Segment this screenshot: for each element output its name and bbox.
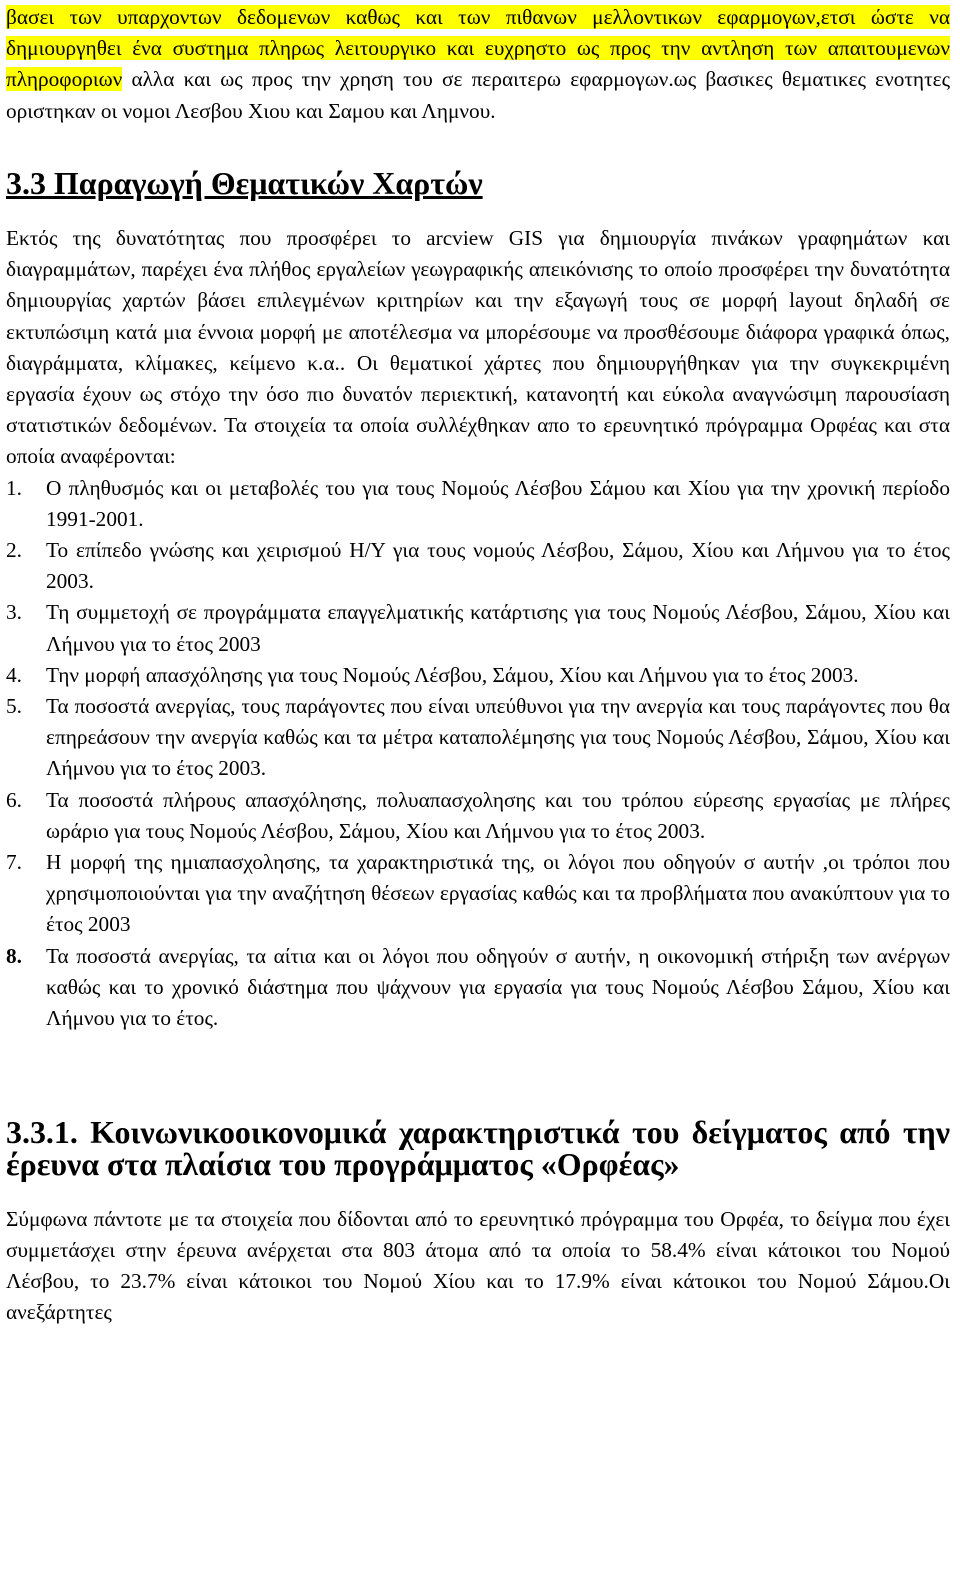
list-item-text: Ο πληθυσμός και οι μεταβολές του για τους Νομούς Λέσβου Σάμου και Χίου για την χρονική περίοδο 1991-2001. <box>46 475 950 531</box>
document-page <box>6 0 950 1588</box>
list-item <box>6 597 950 659</box>
list-item-number: 3. <box>6 600 22 625</box>
list-item <box>6 535 950 597</box>
list-item-number: 7. <box>6 850 22 875</box>
section-heading-3-3-text: 3.3 Παραγωγή Θεματικών Χαρτών <box>6 165 483 201</box>
intro-text: αλλα και ως προς την χρηση του σε περαιτερω εφαρμογων.ως βασικες θεματικες ενοτητες οριστηκαν οι νομοι Λεσβου Χιου και Σαμου και Λημνου. <box>6 67 950 123</box>
list-item-number: 5. <box>6 694 22 719</box>
list-item-number: 6. <box>6 787 22 812</box>
list-item <box>6 660 950 691</box>
list-item-number: 2. <box>6 538 22 563</box>
list-item-text: Τα ποσοστά ανεργίας, τα αίτια και οι λόγοι που οδηγούν σ αυτήν, η οικονομική στήριξη των ανέργων καθώς και το χρονικό διάστημα που ψάχνουν για εργασία για τους Νομούς Λέσβου Σάμου, Χίου και Λήμνου για το έτος. <box>46 943 950 1031</box>
intro-paragraph <box>6 0 950 127</box>
list-item <box>6 847 950 941</box>
list-item-text: Τη συμμετοχή σε προγράμματα επαγγελματικής κατάρτισης για τους Νομούς Λέσβου, Σάμου, Χίου και Λήμνου για το έτος 2003 <box>46 600 950 656</box>
list-item <box>6 691 950 785</box>
section-heading-3-3-1: 3.3.1. Κοινωνικοοικονομικά χαρακτηριστικά του δείγματος από την έρευνα στα πλαίσια του προγράμματος «Ορφέας» <box>6 1115 950 1182</box>
list-item-number: 8. <box>6 943 22 968</box>
list-item-number: 1. <box>6 475 22 500</box>
section-3-3-1-paragraph: Σύμφωνα πάντοτε με τα στοιχεία που δίδονται από το ερευνητικό πρόγραμμα του Ορφέα, το δείγμα που έχει συμμετάσχει στην έρευνα ανέρχεται στα 803 άτομα από τα οποία το 58.4% είναι κάτοικοι του Νομού Λέσβου, το 23.7% είναι κάτοικοι του Νομού Χίου και το 17.9% είναι κάτοικοι του Νομού Σάμου.Οι ανεξάρτητες <box>6 1206 950 1325</box>
list-item-text: Την μορφή απασχόλησης για τους Νομούς Λέσβου, Σάμου, Χίου και Λήμνου για το έτος 2003. <box>46 662 859 687</box>
list-item-text: Το επίπεδο γνώσης και χειρισμού Η/Υ για τους νομούς Λέσβου, Σάμου, Χίου και Λήμνου για το έτος 2003. <box>46 538 950 594</box>
highlighted-text: βασει των υπαρχοντων δεδομενων καθως και των πιθανων μελλοντικων εφαρμογων,ετσι ώστε να δημιουργηθει ένα συστημα πληρως λειτουργικο και ευχρηστο ως προς την αντληση των απαιτουμενων πληροφοριων <box>6 5 950 92</box>
list-item <box>6 785 950 847</box>
data-items-list <box>6 473 950 1035</box>
section-heading-3-3 <box>6 165 950 201</box>
list-item-number: 4. <box>6 662 22 687</box>
list-item <box>6 941 950 1035</box>
list-item-text: Η μορφή της ημιαπασχολησης, τα χαρακτηριστικά της, οι λόγοι που οδηγούν σ αυτήν ,οι τρόποι που χρησιμοποιούνται για την αναζήτηση θέσεων εργασίας καθώς και τα προβλήματα που ανακύπτουν για το έτος 2003 <box>46 850 950 937</box>
list-item-text: Τα ποσοστά ανεργίας, τους παράγοντες που είναι υπεύθυνοι για την ανεργία και τους παράγοντες που θα επηρεάσουν την ανεργία καθώς και τα μέτρα καταπολέμησης για τους Νομούς Λέσβου, Σάμου, Χίου και Λήμνου για το έτος 2003. <box>46 694 950 781</box>
section-3-3-paragraph: Εκτός της δυνατότητας που προσφέρει το arcview GIS για δημιουργία πινάκων γραφημάτων και διαγραμμάτων, παρέχει ένα πλήθος εργαλείων γεωγραφικής απεικόνισης το οποίο προσφέρει την δυνατότητα δημιουργίας χαρτών βάσει επιλεγμένων κριτηρίων και την εξαγωγή τους σε μορφή layout δηλαδή σε εκτυπώσιμη κατά μια έννοια μορφή με αποτέλεσμα να μπορέσουμε να προσθέσουμε διάφορα γραφικά όπως, διαγράμματα, κλίμακες, κείμενο κ.α.. Οι θεματικοί χάρτες που δημιουργήθηκαν για την συγκεκριμένη εργασία έχουν ως στόχο την όσο πιο δυνατόν περιεκτική, κατανοητή και εύκολα αναγνώσιμη παρουσίαση στατιστικών δεδομένων. Τα στοιχεία τα οποία συλλέχθηκαν απο το ερευνητικό πρόγραμμα Ορφέας και στα οποία αναφέρονται: <box>6 226 950 469</box>
list-item <box>6 473 950 535</box>
list-item-text: Τα ποσοστά πλήρους απασχόλησης, πολυαπασχολησης και του τρόπου εύρεσης εργασίας με πλήρες ωράριο για τους Νομούς Λέσβου, Σάμου, Χίου και Λήμνου για το έτος 2003. <box>46 787 950 843</box>
